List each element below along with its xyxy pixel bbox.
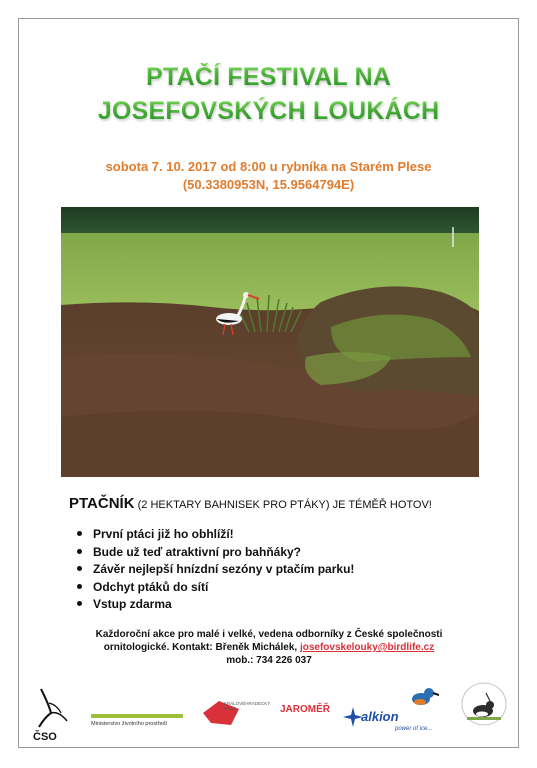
contact-prefix: ornitologické. Kontakt: Břeněk Michálek, [103,642,300,653]
contact-info [59,642,479,653]
bullet-icon [77,531,82,536]
kraj-logo-text: KRÁLOVÉHRADECKÝ KRAJ [224,701,271,711]
stork-field-photo [61,207,479,477]
event-date-place: sobota 7. 10. 2017 od 8:00 u rybníka na Starém Plese [105,159,432,174]
list-item-text: Závěr nejlepší hnízdní sezóny v ptačím parku! [93,562,355,576]
list-item-text: První ptáci již ho obhlíží! [93,527,234,541]
stork-field-image [61,207,479,477]
poster-title-line1: PTAČÍ FESTIVAL NA [19,63,518,92]
lapwing-logo-icon [459,681,509,727]
contact-email-link[interactable]: josefovskelouky@birdlife.cz [299,642,435,653]
headline-rest: JE TÉMĚŘ HOTOV! [329,499,432,511]
feature-list [77,526,354,614]
partner-logos [19,679,518,743]
list-item-text: Bude už teď atraktivní pro bahňáky? [93,544,301,559]
bullet-icon [77,601,82,606]
bullet-icon [77,549,82,554]
jaromer-logo-text: JAROMĚŘ [280,704,331,715]
list-item-text: Vstup zdarma [93,597,172,611]
event-coordinates: (50.3380953N, 15.9564794E) [182,177,355,192]
headline-word: PTAČNÍK [69,495,135,512]
kingfisher-icon [405,683,439,713]
bullet-icon [77,566,82,571]
headline [69,495,489,512]
poster-title-line2: JOSEFOVSKÝCH LOUKÁCH [19,97,518,126]
list-item [77,526,354,544]
mzp-logo-bar [91,714,183,718]
alkion-logo-text: alkion [361,709,399,724]
list-item [77,544,354,562]
bullet-icon [77,584,82,589]
list-item [77,596,354,614]
list-item [77,561,354,579]
contact-phone: mob.: 734 226 037 [226,655,312,666]
poster [18,18,519,748]
cso-logo-text: ČSO [33,731,57,743]
cso-bird-logo-icon [35,683,71,731]
list-item [77,579,354,597]
list-item-text: Odchyt ptáků do sítí [93,579,209,594]
mzp-logo-text: Ministerstvo životního prostředí [91,721,168,727]
alkion-slogan: power of ice... [395,726,433,732]
organizer-info: Každoroční akce pro malé i velké, vedena odborníky z České společnosti [95,629,443,640]
headline-paren: (2 HEKTARY BAHNISEK PRO PTÁKY) [134,499,330,511]
